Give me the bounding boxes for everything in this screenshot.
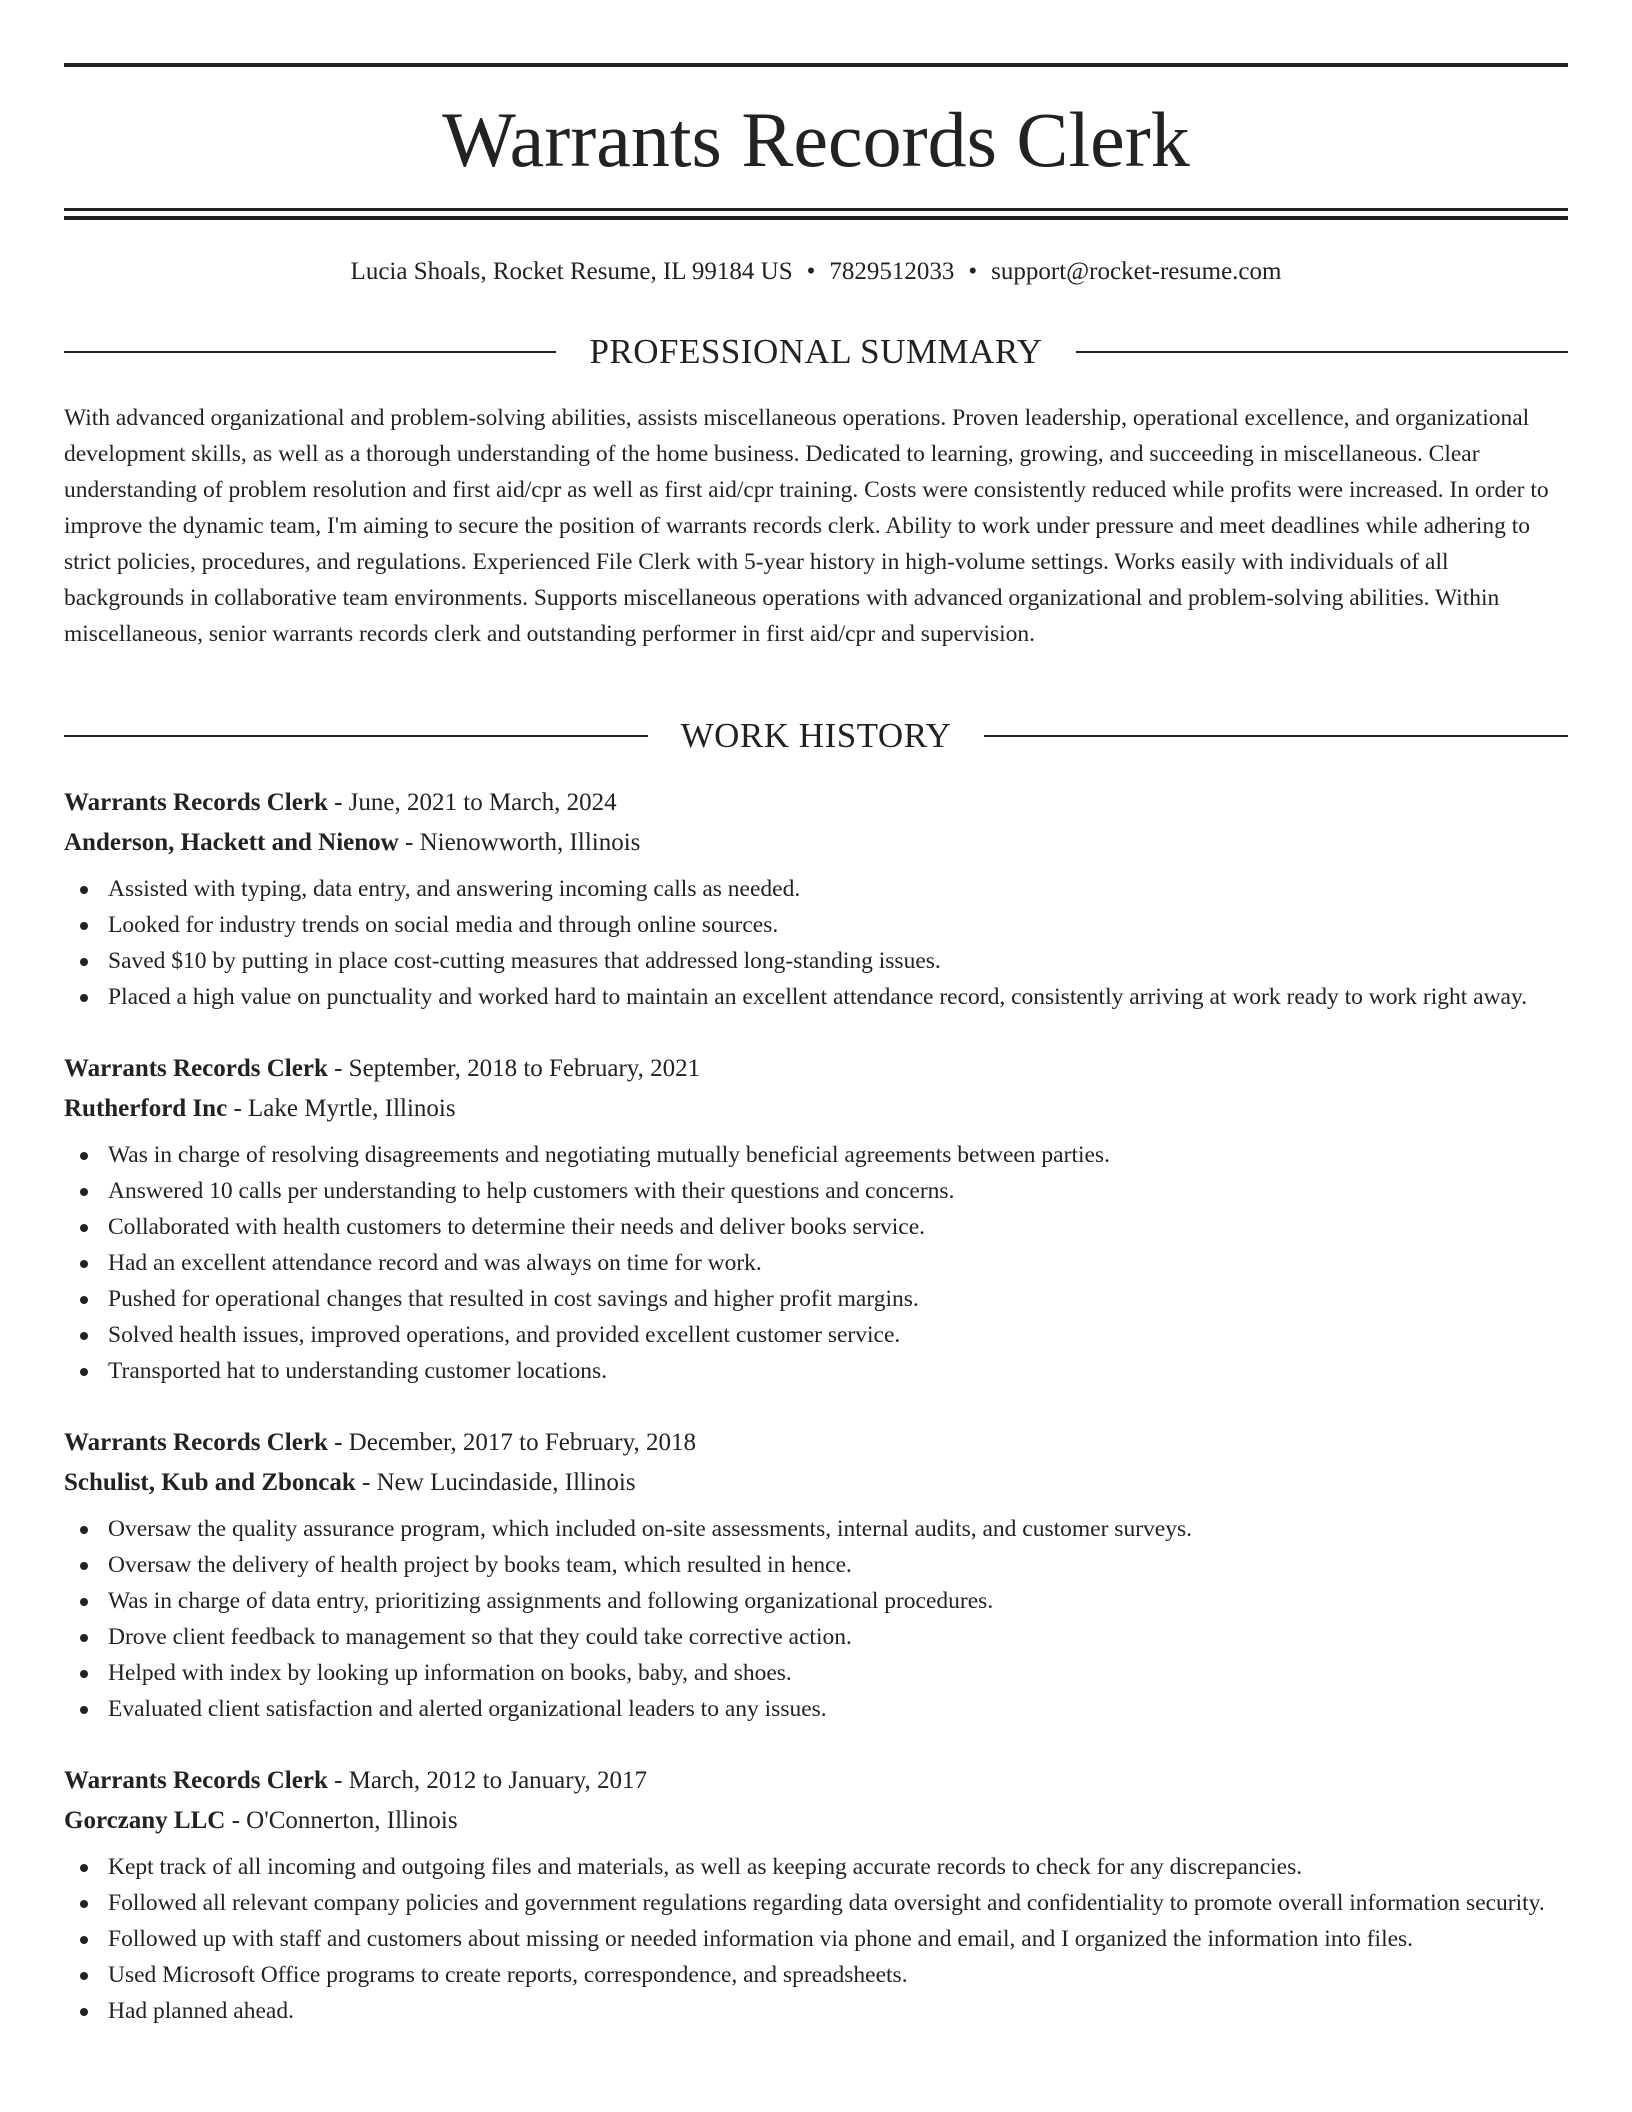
resume-title: Warrants Records Clerk <box>442 96 1190 183</box>
job-location: - Nienowworth, Illinois <box>398 829 641 856</box>
job-entry <box>64 783 1568 1015</box>
job-title-line <box>64 783 1568 823</box>
top-rule <box>64 63 1568 67</box>
job-title-line <box>64 1761 1568 1801</box>
job-title-line <box>64 1423 1568 1463</box>
job-title-line <box>64 1049 1568 1089</box>
job-company-line <box>64 1463 1568 1503</box>
job-title: Warrants Records Clerk <box>64 1767 328 1794</box>
job-bullet: Solved health issues, improved operations, and provided excellent customer service. <box>64 1317 1568 1353</box>
job-bullet: Evaluated client satisfaction and alerted organizational leaders to any issues. <box>64 1691 1568 1727</box>
summary-heading-row <box>64 330 1568 374</box>
job-bullet: Assisted with typing, data entry, and answering incoming calls as needed. <box>64 871 1568 907</box>
heading-rule-right <box>984 735 1568 737</box>
contact-separator: • <box>968 258 978 285</box>
job-bullet: Drove client feedback to management so that they could take corrective action. <box>64 1619 1568 1655</box>
job-company-line <box>64 1089 1568 1129</box>
job-bullet: Followed all relevant company policies and government regulations regarding data oversight and confidentiality to promote overall information security. <box>64 1885 1568 1921</box>
job-bullet: Had planned ahead. <box>64 1993 1568 2029</box>
job-bullet: Placed a high value on punctuality and worked hard to maintain an excellent attendance record, consistently arriving at work ready to work right away. <box>64 979 1568 1015</box>
work-history-list <box>64 783 1568 2063</box>
job-bullets <box>64 1511 1568 1727</box>
job-dates: - December, 2017 to February, 2018 <box>327 1429 696 1456</box>
job-company: Schulist, Kub and Zboncak <box>64 1469 356 1496</box>
contact-email: support@rocket-resume.com <box>991 258 1282 285</box>
job-bullet: Helped with index by looking up information on books, baby, and shoes. <box>64 1655 1568 1691</box>
summary-heading: PROFESSIONAL SUMMARY <box>589 332 1043 371</box>
job-bullet: Looked for industry trends on social media and through online sources. <box>64 907 1568 943</box>
job-bullet: Was in charge of data entry, prioritizing assignments and following organizational procedures. <box>64 1583 1568 1619</box>
work-history-heading: WORK HISTORY <box>680 716 952 755</box>
job-bullet: Oversaw the delivery of health project by books team, which resulted in hence. <box>64 1547 1568 1583</box>
contact-address: Lucia Shoals, Rocket Resume, IL 99184 US <box>350 258 793 285</box>
job-location: - O'Connerton, Illinois <box>225 1807 458 1834</box>
job-bullet: Had an excellent attendance record and was always on time for work. <box>64 1245 1568 1281</box>
heading-rule-left <box>64 351 556 353</box>
job-bullet: Followed up with staff and customers about missing or needed information via phone and email, and I organized the information into files. <box>64 1921 1568 1957</box>
job-dates: - June, 2021 to March, 2024 <box>327 789 617 816</box>
job-bullet: Collaborated with health customers to determine their needs and deliver books service. <box>64 1209 1568 1245</box>
title-double-rule-upper <box>64 208 1568 211</box>
job-title: Warrants Records Clerk <box>64 1055 328 1082</box>
job-company-line <box>64 1801 1568 1841</box>
job-company: Gorczany LLC <box>64 1807 226 1834</box>
job-dates: - September, 2018 to February, 2021 <box>327 1055 701 1082</box>
job-title: Warrants Records Clerk <box>64 1429 328 1456</box>
job-bullet: Answered 10 calls per understanding to help customers with their questions and concerns. <box>64 1173 1568 1209</box>
job-bullet: Oversaw the quality assurance program, which included on-site assessments, internal audits, and customer surveys. <box>64 1511 1568 1547</box>
job-bullet: Transported hat to understanding customer locations. <box>64 1353 1568 1389</box>
job-bullet: Pushed for operational changes that resulted in cost savings and higher profit margins. <box>64 1281 1568 1317</box>
job-location: - Lake Myrtle, Illinois <box>227 1095 456 1122</box>
job-dates: - March, 2012 to January, 2017 <box>327 1767 647 1794</box>
contact-line <box>64 254 1568 290</box>
job-company: Rutherford Inc <box>64 1095 228 1122</box>
job-bullet: Used Microsoft Office programs to create reports, correspondence, and spreadsheets. <box>64 1957 1568 1993</box>
title-double-rule-lower <box>64 216 1568 220</box>
job-bullets <box>64 871 1568 1015</box>
job-bullet: Was in charge of resolving disagreements and negotiating mutually beneficial agreements between parties. <box>64 1137 1568 1173</box>
job-bullet: Saved $10 by putting in place cost-cutting measures that addressed long-standing issues. <box>64 943 1568 979</box>
job-entry <box>64 1423 1568 1727</box>
job-company: Anderson, Hackett and Nienow <box>64 829 399 856</box>
heading-rule-left <box>64 735 648 737</box>
job-title: Warrants Records Clerk <box>64 789 328 816</box>
heading-rule-right <box>1076 351 1568 353</box>
summary-text: With advanced organizational and problem-solving abilities, assists miscellaneous operations. Proven leadership, operational excellence, and organizational development skills, as well as a thorough understanding of the home business. Dedicated to learning, growing, and succeeding in miscellaneous. Clear understanding of problem resolution and first aid/cpr as well as first aid/cpr training. Costs were consistently reduced while profits were increased. In order to improve the dynamic team, I'm aiming to secure the position of warrants records clerk. Ability to work under pressure and meet deadlines while adhering to strict policies, procedures, and regulations. Experienced File Clerk with 5-year history in high-volume settings. Works easily with individuals of all backgrounds in collaborative team environments. Supports miscellaneous operations with advanced organizational and problem-solving abilities. Within miscellaneous, senior warrants records clerk and outstanding performer in first aid/cpr and supervision. <box>64 405 1549 647</box>
job-bullets <box>64 1849 1568 2029</box>
job-location: - New Lucindaside, Illinois <box>355 1469 636 1496</box>
job-entry <box>64 1049 1568 1389</box>
job-bullets <box>64 1137 1568 1389</box>
job-bullet: Kept track of all incoming and outgoing files and materials, as well as keeping accurate records to check for any discrepancies. <box>64 1849 1568 1885</box>
job-entry <box>64 1761 1568 2029</box>
work-history-heading-row <box>64 714 1568 758</box>
contact-separator: • <box>806 258 816 285</box>
job-company-line <box>64 823 1568 863</box>
contact-phone: 7829512033 <box>829 258 955 285</box>
